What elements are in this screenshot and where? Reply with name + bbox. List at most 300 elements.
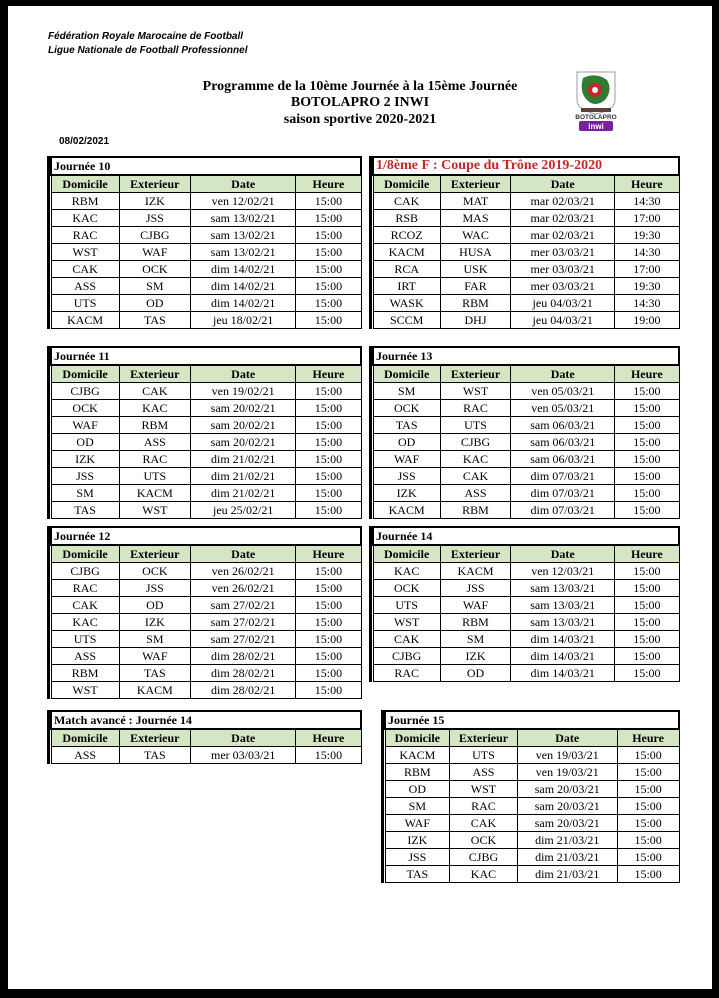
cell-heure: 15:00 <box>296 631 361 648</box>
cell-exterieur: KACM <box>440 563 510 580</box>
table-title-row <box>373 157 679 175</box>
table-row <box>51 244 361 261</box>
cell-exterieur: CJBG <box>450 849 518 866</box>
cell-heure: 15:00 <box>296 502 361 519</box>
cell-exterieur: MAS <box>440 210 510 227</box>
cell-heure: 15:00 <box>296 383 361 400</box>
cell-domicile: KACM <box>373 244 440 261</box>
cell-date: dim 07/03/21 <box>511 485 615 502</box>
cell-date: sam 27/02/21 <box>190 631 295 648</box>
cell-date: dim 21/03/21 <box>517 849 617 866</box>
cell-date: mar 02/03/21 <box>511 210 615 227</box>
table-row <box>373 434 679 451</box>
cell-date: dim 28/02/21 <box>190 648 295 665</box>
cell-heure: 15:00 <box>615 383 679 400</box>
cell-domicile: RBM <box>51 193 119 210</box>
column-header-domicile: Domicile <box>51 729 119 747</box>
cell-domicile: OD <box>51 434 119 451</box>
cell-domicile: UTS <box>51 631 119 648</box>
table-row <box>373 451 679 468</box>
cell-heure: 15:00 <box>617 747 679 764</box>
cell-heure: 15:00 <box>296 261 361 278</box>
cell-date: jeu 25/02/21 <box>190 502 295 519</box>
table-left-border <box>47 710 50 764</box>
schedule-table <box>384 710 680 883</box>
table-row <box>373 580 679 597</box>
table-row <box>373 563 679 580</box>
schedule-table <box>50 526 362 699</box>
table-row <box>51 434 361 451</box>
table-row <box>51 261 361 278</box>
cell-domicile: WST <box>51 244 119 261</box>
column-header-exterieur: Exterieur <box>440 545 510 563</box>
cell-heure: 15:00 <box>615 451 679 468</box>
table-title: 1/8ème F : Coupe du Trône 2019-2020 <box>373 157 679 175</box>
table-title: Journée 13 <box>373 347 679 365</box>
cell-date: sam 20/02/21 <box>190 434 295 451</box>
table-row <box>385 866 679 883</box>
coupe-du-trone-table <box>372 156 680 329</box>
cell-date: sam 06/03/21 <box>511 417 615 434</box>
table-row <box>51 227 361 244</box>
cell-date: ven 12/03/21 <box>511 563 615 580</box>
table-row <box>51 747 361 764</box>
cell-date: sam 27/02/21 <box>190 597 295 614</box>
cell-exterieur: TAS <box>119 747 190 764</box>
table-row <box>51 648 361 665</box>
cell-heure: 15:00 <box>615 485 679 502</box>
table-title-row <box>373 347 679 365</box>
cell-heure: 15:00 <box>615 614 679 631</box>
table-row <box>373 597 679 614</box>
cell-exterieur: WST <box>450 781 518 798</box>
table-left-border <box>369 526 372 682</box>
table-row <box>373 295 679 312</box>
cell-exterieur: OCK <box>119 563 190 580</box>
table-row <box>51 563 361 580</box>
table-row <box>51 451 361 468</box>
cell-exterieur: OD <box>119 295 190 312</box>
table-row <box>51 682 361 699</box>
journee-12-table <box>50 526 362 699</box>
table-row <box>373 648 679 665</box>
column-header-heure: Heure <box>296 175 361 193</box>
cell-heure: 15:00 <box>615 502 679 519</box>
cell-heure: 15:00 <box>296 747 361 764</box>
column-header-domicile: Domicile <box>51 365 119 383</box>
table-title: Journée 12 <box>51 527 361 545</box>
table-row <box>373 210 679 227</box>
cell-exterieur: CJBG <box>119 227 190 244</box>
cell-date: jeu 04/03/21 <box>511 312 615 329</box>
cell-domicile: IZK <box>51 451 119 468</box>
table-row <box>373 244 679 261</box>
schedule-table <box>372 156 680 329</box>
cell-exterieur: IZK <box>119 614 190 631</box>
cell-heure: 15:00 <box>296 210 361 227</box>
table-row <box>373 261 679 278</box>
cell-heure: 15:00 <box>615 417 679 434</box>
cell-exterieur: WAF <box>440 597 510 614</box>
cell-exterieur: TAS <box>119 665 190 682</box>
cell-domicile: OD <box>373 434 440 451</box>
botolapro-logo <box>573 70 619 132</box>
cell-domicile: ASS <box>51 278 119 295</box>
column-header-row <box>373 175 679 193</box>
cell-domicile: RSB <box>373 210 440 227</box>
table-row <box>51 312 361 329</box>
cell-heure: 15:00 <box>296 665 361 682</box>
cell-exterieur: KAC <box>450 866 518 883</box>
cell-date: dim 21/03/21 <box>517 866 617 883</box>
table-row <box>51 665 361 682</box>
cell-date: dim 21/02/21 <box>190 468 295 485</box>
column-header-row <box>51 175 361 193</box>
table-row <box>51 193 361 210</box>
cell-date: sam 20/03/21 <box>517 815 617 832</box>
cell-exterieur: KAC <box>440 451 510 468</box>
table-left-border <box>381 710 384 883</box>
table-row <box>385 849 679 866</box>
table-row <box>373 312 679 329</box>
cell-exterieur: KAC <box>119 400 190 417</box>
column-header-exterieur: Exterieur <box>440 365 510 383</box>
cell-heure: 15:00 <box>615 648 679 665</box>
cell-exterieur: USK <box>440 261 510 278</box>
cell-domicile: RAC <box>51 227 119 244</box>
table-row <box>373 400 679 417</box>
table-row <box>51 485 361 502</box>
cell-exterieur: CAK <box>450 815 518 832</box>
cell-heure: 15:00 <box>296 485 361 502</box>
journee-15-table <box>384 710 680 883</box>
table-row <box>385 815 679 832</box>
cell-date: sam 20/02/21 <box>190 417 295 434</box>
cell-date: sam 20/03/21 <box>517 798 617 815</box>
cell-heure: 15:00 <box>296 434 361 451</box>
journee-11-table <box>50 346 362 519</box>
cell-heure: 15:00 <box>615 580 679 597</box>
column-header-row <box>373 365 679 383</box>
cell-heure: 19:00 <box>615 312 679 329</box>
cell-date: mer 03/03/21 <box>511 278 615 295</box>
cell-exterieur: OCK <box>119 261 190 278</box>
cell-exterieur: WST <box>119 502 190 519</box>
journee-13-table <box>372 346 680 519</box>
cell-date: ven 19/03/21 <box>517 764 617 781</box>
cell-heure: 15:00 <box>296 614 361 631</box>
cell-date: sam 06/03/21 <box>511 451 615 468</box>
cell-domicile: SM <box>51 485 119 502</box>
column-header-heure: Heure <box>296 729 361 747</box>
column-header-domicile: Domicile <box>51 545 119 563</box>
programme-title: Programme de la 10ème Journée à la 15ème Journée <box>202 79 518 94</box>
cell-date: dim 28/02/21 <box>190 682 295 699</box>
cell-domicile: JSS <box>51 468 119 485</box>
table-row <box>51 580 361 597</box>
cell-date: dim 14/03/21 <box>511 648 615 665</box>
table-row <box>373 278 679 295</box>
table-row <box>385 781 679 798</box>
cell-heure: 15:00 <box>617 832 679 849</box>
cell-heure: 15:00 <box>296 597 361 614</box>
column-header-exterieur: Exterieur <box>119 545 190 563</box>
cell-date: mer 03/03/21 <box>190 747 295 764</box>
table-title-row <box>51 711 361 729</box>
schedule-table <box>50 710 362 764</box>
cell-domicile: UTS <box>373 597 440 614</box>
cell-domicile: IRT <box>373 278 440 295</box>
cell-exterieur: ASS <box>119 434 190 451</box>
cell-date: sam 13/03/21 <box>511 614 615 631</box>
column-header-heure: Heure <box>615 545 679 563</box>
cell-date: ven 26/02/21 <box>190 563 295 580</box>
schedule-table <box>372 526 680 682</box>
cell-date: sam 20/02/21 <box>190 400 295 417</box>
column-header-heure: Heure <box>615 175 679 193</box>
cell-domicile: ASS <box>51 747 119 764</box>
cell-domicile: OD <box>385 781 450 798</box>
cell-date: jeu 18/02/21 <box>190 312 295 329</box>
document-page <box>8 6 712 989</box>
cell-domicile: RCA <box>373 261 440 278</box>
cell-exterieur: WAF <box>119 244 190 261</box>
cell-heure: 15:00 <box>615 665 679 682</box>
cell-date: ven 19/02/21 <box>190 383 295 400</box>
cell-exterieur: IZK <box>440 648 510 665</box>
cell-date: sam 13/03/21 <box>511 597 615 614</box>
table-row <box>51 400 361 417</box>
cell-domicile: WAF <box>385 815 450 832</box>
cell-exterieur: TAS <box>119 312 190 329</box>
cell-date: dim 14/02/21 <box>190 278 295 295</box>
journee-10-table <box>50 156 362 329</box>
column-header-date: Date <box>511 545 615 563</box>
cell-exterieur: ASS <box>450 764 518 781</box>
cell-heure: 15:00 <box>296 244 361 261</box>
cell-domicile: KAC <box>51 614 119 631</box>
cell-exterieur: RBM <box>440 295 510 312</box>
journee-14-table <box>372 526 680 682</box>
cell-heure: 14:30 <box>615 295 679 312</box>
table-left-border <box>47 526 50 699</box>
cell-heure: 15:00 <box>296 295 361 312</box>
cell-domicile: JSS <box>373 468 440 485</box>
column-header-row <box>51 545 361 563</box>
cell-exterieur: WAF <box>119 648 190 665</box>
cell-date: mar 02/03/21 <box>511 227 615 244</box>
cell-exterieur: RAC <box>450 798 518 815</box>
cell-domicile: IZK <box>373 485 440 502</box>
cell-exterieur: ASS <box>440 485 510 502</box>
cell-heure: 15:00 <box>296 278 361 295</box>
cell-heure: 15:00 <box>296 580 361 597</box>
cell-domicile: WAF <box>373 451 440 468</box>
cell-domicile: RBM <box>385 764 450 781</box>
table-left-border <box>47 156 50 329</box>
cell-date: jeu 04/03/21 <box>511 295 615 312</box>
cell-heure: 17:00 <box>615 261 679 278</box>
cell-heure: 15:00 <box>615 597 679 614</box>
cell-date: dim 21/02/21 <box>190 451 295 468</box>
match-avance-table <box>50 710 362 764</box>
table-row <box>385 764 679 781</box>
cell-domicile: KACM <box>373 502 440 519</box>
cell-heure: 15:00 <box>615 468 679 485</box>
cell-exterieur: WST <box>440 383 510 400</box>
cell-heure: 15:00 <box>615 434 679 451</box>
cell-exterieur: RBM <box>440 502 510 519</box>
table-title: Match avancé : Journée 14 <box>51 711 361 729</box>
table-row <box>51 597 361 614</box>
cell-domicile: OCK <box>373 580 440 597</box>
column-header-date: Date <box>511 175 615 193</box>
table-row <box>51 631 361 648</box>
cell-heure: 15:00 <box>296 400 361 417</box>
cell-exterieur: UTS <box>450 747 518 764</box>
cell-heure: 19:30 <box>615 227 679 244</box>
table-left-border <box>47 346 50 519</box>
cell-domicile: ASS <box>51 648 119 665</box>
table-row <box>373 468 679 485</box>
table-title: Journée 10 <box>51 157 361 175</box>
cell-date: dim 28/02/21 <box>190 665 295 682</box>
cell-date: dim 14/03/21 <box>511 631 615 648</box>
column-header-heure: Heure <box>296 545 361 563</box>
cell-domicile: TAS <box>385 866 450 883</box>
table-left-border <box>369 156 372 329</box>
column-header-heure: Heure <box>615 365 679 383</box>
column-header-date: Date <box>190 365 295 383</box>
table-row <box>385 798 679 815</box>
table-row <box>373 614 679 631</box>
column-header-date: Date <box>511 365 615 383</box>
cell-exterieur: SM <box>440 631 510 648</box>
column-header-heure: Heure <box>296 365 361 383</box>
cell-domicile: CJBG <box>51 563 119 580</box>
cell-heure: 15:00 <box>296 312 361 329</box>
cell-domicile: OCK <box>373 400 440 417</box>
cell-domicile: CAK <box>373 193 440 210</box>
column-header-row <box>373 545 679 563</box>
column-header-row <box>51 365 361 383</box>
cell-heure: 15:00 <box>296 563 361 580</box>
cell-heure: 15:00 <box>296 648 361 665</box>
table-row <box>373 631 679 648</box>
cell-exterieur: SM <box>119 631 190 648</box>
cell-date: ven 19/03/21 <box>517 747 617 764</box>
cell-domicile: CJBG <box>51 383 119 400</box>
cell-date: sam 27/02/21 <box>190 614 295 631</box>
cell-date: dim 14/02/21 <box>190 261 295 278</box>
cell-exterieur: RAC <box>440 400 510 417</box>
schedule-table <box>50 156 362 329</box>
cell-domicile: WST <box>373 614 440 631</box>
table-row <box>51 417 361 434</box>
table-row <box>51 614 361 631</box>
cell-exterieur: KACM <box>119 485 190 502</box>
column-header-domicile: Domicile <box>373 545 440 563</box>
column-header-exterieur: Exterieur <box>119 729 190 747</box>
cell-heure: 15:00 <box>615 400 679 417</box>
cell-heure: 15:00 <box>296 417 361 434</box>
cell-date: dim 14/02/21 <box>190 295 295 312</box>
column-header-domicile: Domicile <box>373 175 440 193</box>
cell-exterieur: CJBG <box>440 434 510 451</box>
cell-exterieur: KACM <box>119 682 190 699</box>
cell-domicile: RAC <box>51 580 119 597</box>
season-title: saison sportive 2020-2021 <box>283 112 437 127</box>
cell-exterieur: DHJ <box>440 312 510 329</box>
table-left-border <box>369 346 372 519</box>
cell-exterieur: MAT <box>440 193 510 210</box>
svg-text:inwi: inwi <box>588 122 604 131</box>
cell-date: ven 12/02/21 <box>190 193 295 210</box>
cell-exterieur: RAC <box>119 451 190 468</box>
cell-exterieur: JSS <box>119 580 190 597</box>
cell-date: dim 14/03/21 <box>511 665 615 682</box>
cell-date: mer 03/03/21 <box>511 244 615 261</box>
svg-text:BOTOLAPRO: BOTOLAPRO <box>575 114 617 121</box>
cell-date: dim 21/03/21 <box>517 832 617 849</box>
federation-name: Fédération Royale Marocaine de Football <box>48 31 244 42</box>
cell-exterieur: HUSA <box>440 244 510 261</box>
table-row <box>373 227 679 244</box>
cell-heure: 19:30 <box>615 278 679 295</box>
league-name: Ligue Nationale de Football Professionnel <box>48 45 248 56</box>
cell-date: ven 05/03/21 <box>511 383 615 400</box>
column-header-date: Date <box>190 175 295 193</box>
table-title: Journée 11 <box>51 347 361 365</box>
column-header-domicile: Domicile <box>373 365 440 383</box>
cell-heure: 15:00 <box>296 227 361 244</box>
table-title-row <box>51 157 361 175</box>
cell-domicile: TAS <box>51 502 119 519</box>
cell-exterieur: CAK <box>119 383 190 400</box>
cell-domicile: RAC <box>373 665 440 682</box>
column-header-row <box>51 729 361 747</box>
competition-title: BOTOLAPRO 2 INWI <box>290 95 430 110</box>
cell-date: dim 07/03/21 <box>511 502 615 519</box>
cell-heure: 15:00 <box>615 563 679 580</box>
cell-date: dim 07/03/21 <box>511 468 615 485</box>
cell-heure: 14:30 <box>615 193 679 210</box>
table-row <box>373 502 679 519</box>
cell-exterieur: UTS <box>440 417 510 434</box>
column-header-exterieur: Exterieur <box>119 175 190 193</box>
table-row <box>51 383 361 400</box>
column-header-date: Date <box>190 545 295 563</box>
table-row <box>373 485 679 502</box>
cell-date: sam 13/02/21 <box>190 210 295 227</box>
cell-date: sam 13/02/21 <box>190 227 295 244</box>
cell-domicile: KACM <box>385 747 450 764</box>
column-header-exterieur: Exterieur <box>440 175 510 193</box>
cell-domicile: IZK <box>385 832 450 849</box>
cell-exterieur: OD <box>440 665 510 682</box>
column-header-heure: Heure <box>617 729 679 747</box>
column-header-date: Date <box>517 729 617 747</box>
table-row <box>51 210 361 227</box>
cell-exterieur: OD <box>119 597 190 614</box>
cell-domicile: KAC <box>51 210 119 227</box>
cell-domicile: KAC <box>373 563 440 580</box>
table-title-row <box>373 527 679 545</box>
cell-domicile: KACM <box>51 312 119 329</box>
cell-date: sam 13/03/21 <box>511 580 615 597</box>
table-title-row <box>51 527 361 545</box>
cell-heure: 15:00 <box>617 866 679 883</box>
